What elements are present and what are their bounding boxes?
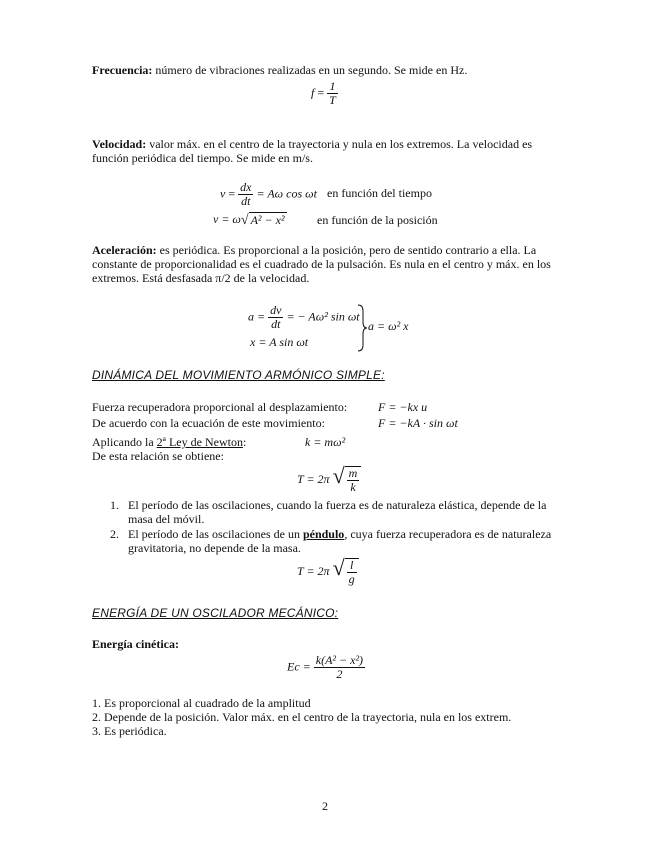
acceleration-result: a = ω² x	[368, 319, 409, 333]
acceleration-rhs: = − Aω² sin ωt	[286, 309, 360, 324]
energy-point-3: 3. Es periódica.	[92, 724, 167, 738]
square-root: √ $\frac{m}{k}$	[333, 466, 362, 494]
fraction-numerator: 1	[327, 80, 338, 94]
restoring-force-formula: F = −kx u	[378, 400, 428, 414]
fraction-l-g	[345, 558, 359, 586]
period-spring-formula	[297, 462, 361, 494]
heading-colon: :	[334, 606, 339, 620]
list-number-2: 2.	[110, 527, 119, 541]
fraction-denominator: T	[329, 93, 336, 107]
velocity-position-lhs: v = ω	[213, 212, 241, 226]
energy-heading-text: ENERGÍA DE UN OSCILADOR MECÁNICO	[92, 606, 335, 620]
equals-sign: =	[317, 85, 325, 100]
frequency-text: número de vibraciones realizadas en un segundo. Se mide en Hz.	[152, 63, 468, 77]
period-lhs: T = 2π	[297, 471, 330, 486]
radicand: A² − x²	[250, 213, 285, 228]
fraction-denominator: dt	[271, 317, 281, 331]
relation-text: De esta relación se obtiene:	[92, 449, 224, 463]
position-formula: x = A sin ωt	[250, 335, 309, 349]
fraction-dv-dt	[268, 304, 283, 331]
fraction-dx-dt	[238, 181, 253, 208]
energy-point-2: 2. Depende de la posición. Valor máx. en el centro de la trayectoria, nula en los extrem.	[92, 710, 512, 724]
velocity-time-rhs: = Aω cos ωt	[256, 186, 317, 201]
velocity-position-formula	[213, 212, 287, 228]
fraction-numerator: dv	[270, 303, 282, 317]
equals-sign: =	[228, 186, 236, 201]
period-pendulum-formula	[297, 554, 359, 586]
newton-law-link[interactable]: 2ª Ley de Newton	[156, 435, 243, 449]
frequency-label: Frecuencia:	[92, 63, 153, 77]
v-symbol: v	[220, 186, 226, 201]
fraction-denominator: g	[348, 572, 355, 586]
page-number: 2	[322, 799, 328, 813]
fraction-numerator: k(A² − x²)	[315, 653, 364, 667]
newton-prefix: Aplicando la	[92, 435, 157, 449]
velocity-time-note: en función del tiempo	[327, 186, 432, 200]
velocity-position-note: en función de la posición	[317, 213, 438, 227]
acceleration-paragraph	[92, 243, 562, 285]
velocity-text: valor máx. en el centro de la trayectoria y nula en los extremos. La velocidad es función periódica del tiempo. Se mide en m/s.	[92, 137, 533, 165]
fraction-m-k	[345, 466, 362, 494]
dynamics-heading	[92, 368, 385, 382]
period-lhs: T = 2π	[297, 563, 330, 578]
list-item-2-prefix: El período de las oscilaciones de un	[128, 527, 303, 541]
fraction-denominator: 2	[336, 667, 343, 681]
newton-formula: k = mω²	[305, 435, 346, 449]
list-number-1: 1.	[110, 498, 119, 512]
velocity-paragraph	[92, 137, 562, 165]
velocity-time-formula	[220, 181, 317, 208]
acceleration-label: Aceleración:	[92, 243, 157, 257]
pendulum-link[interactable]: péndulo	[302, 527, 345, 541]
fraction-denominator: k	[350, 480, 356, 494]
energy-heading	[92, 606, 338, 620]
kinetic-energy-lhs: Ec =	[287, 659, 311, 674]
frequency-paragraph	[92, 63, 467, 77]
list-item-2	[128, 527, 558, 555]
f-symbol: f	[311, 85, 315, 100]
fraction-numerator: l	[347, 559, 357, 573]
fraction-one-over-T	[327, 80, 338, 107]
dynamics-heading-text: DINÁMICA DEL MOVIMIENTO ARMÓNICO SIMPLE	[92, 368, 382, 382]
right-brace-icon	[356, 304, 368, 352]
list-item-2-suffix: , cuya fuerza recuperadora es de naturaleza gravitatoria, no depende de la masa.	[128, 527, 552, 555]
velocity-label: Velocidad:	[92, 137, 147, 151]
newton-suffix: :	[242, 435, 247, 449]
energy-point-1: 1. Es proporcional al cuadrado de la amplitud	[92, 696, 311, 710]
acceleration-formula	[248, 304, 360, 331]
heading-colon: :	[381, 368, 385, 382]
acceleration-text: es periódica. Es proporcional a la posición, pero de sentido contrario a ella. La constante de proporcionalidad es el cuadrado de la pulsación. Es nula en el centro y máx. en los extremos. Está desfasada π/2 de la velocidad.	[92, 243, 551, 285]
square-root: √ $\frac{l}{g}$	[333, 558, 359, 586]
restoring-force-text: Fuerza recuperadora proporcional al desplazamiento:	[92, 400, 348, 414]
frequency-formula	[311, 80, 338, 107]
list-item-1: El período de las oscilaciones, cuando la fuerza es de naturaleza elástica, depende de la masa del móvil.	[128, 498, 547, 526]
newton-law-line	[92, 435, 246, 449]
fraction-numerator: dx	[240, 180, 252, 194]
square-root: √ A² − x²	[240, 213, 285, 229]
fraction-numerator: m	[348, 466, 358, 480]
kinetic-energy-label: Energía cinética:	[92, 637, 179, 651]
kinetic-energy-fraction	[314, 654, 365, 681]
motion-equation-text: De acuerdo con la ecuación de este movimiento:	[92, 416, 325, 430]
fraction-denominator: dt	[241, 194, 251, 208]
motion-equation-formula: F = −kA · sin ωt	[378, 416, 458, 430]
kinetic-energy-formula	[287, 654, 365, 681]
a-symbol: a =	[248, 309, 266, 324]
